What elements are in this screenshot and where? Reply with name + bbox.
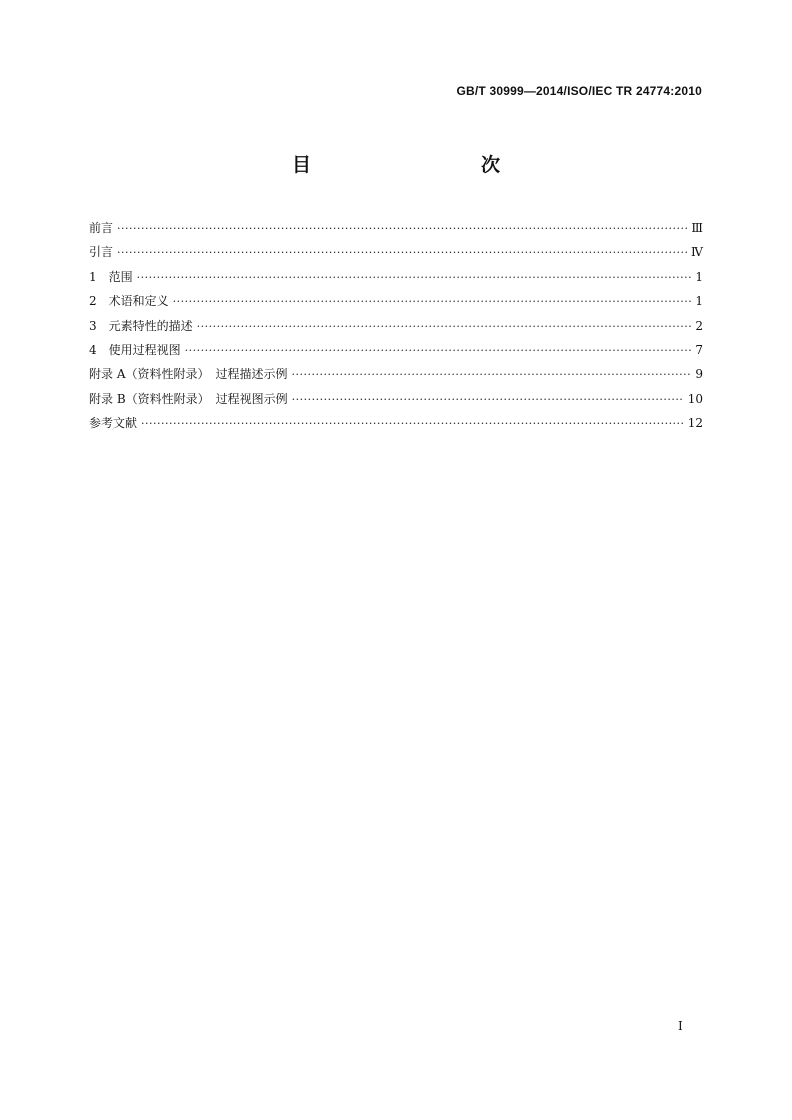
toc-entry-page: 10 bbox=[687, 391, 703, 406]
toc-entry-foreword[interactable] bbox=[89, 216, 703, 240]
toc-dot-leader bbox=[185, 339, 692, 363]
toc-entry-annex-a[interactable] bbox=[89, 362, 703, 386]
toc-dot-leader bbox=[141, 412, 684, 436]
page-title: 目 次 bbox=[291, 154, 544, 176]
toc-entry-label: 附录 A（资料性附录） 过程描述示例 bbox=[89, 367, 288, 382]
toc-entry-label: 4 使用过程视图 bbox=[89, 342, 181, 357]
page-number: I bbox=[678, 1019, 683, 1033]
toc-entry-introduction[interactable] bbox=[89, 240, 703, 264]
toc-entry-page: Ⅳ bbox=[691, 245, 703, 260]
toc-dot-leader bbox=[292, 388, 684, 412]
toc-entry-label: 1 范围 bbox=[89, 269, 133, 284]
toc-entry-process-views[interactable] bbox=[89, 338, 703, 362]
toc-entry-page: 9 bbox=[695, 367, 703, 382]
standard-number-header: GB/T 30999—2014/ISO/IEC TR 24774:2010 bbox=[456, 84, 702, 98]
toc-entry-page: Ⅲ bbox=[691, 221, 703, 235]
toc-dot-leader bbox=[291, 363, 691, 387]
toc-entry-label: 附录 B（资料性附录） 过程视图示例 bbox=[89, 391, 288, 406]
toc-entry-label: 前言 bbox=[89, 221, 114, 235]
toc-dot-leader bbox=[137, 266, 692, 290]
toc-dot-leader bbox=[117, 241, 687, 265]
toc-entry-terms[interactable] bbox=[89, 289, 703, 313]
toc-dot-leader bbox=[173, 290, 692, 314]
toc-entry-page: 12 bbox=[687, 416, 703, 431]
toc-entry-label: 引言 bbox=[89, 245, 114, 260]
toc-entry-label: 2 术语和定义 bbox=[89, 294, 169, 309]
toc-entry-element-description[interactable] bbox=[89, 314, 703, 338]
toc-entry-label: 3 元素特性的描述 bbox=[89, 318, 193, 333]
toc-entry-page: 1 bbox=[695, 294, 703, 309]
toc-entry-page: 2 bbox=[695, 318, 703, 333]
table-of-contents bbox=[89, 216, 703, 436]
toc-entry-page: 1 bbox=[695, 269, 703, 284]
toc-dot-leader bbox=[117, 217, 687, 241]
toc-entry-page: 7 bbox=[695, 342, 703, 357]
toc-entry-label: 参考文献 bbox=[89, 416, 138, 431]
toc-entry-annex-b[interactable] bbox=[89, 387, 703, 411]
toc-dot-leader bbox=[197, 315, 692, 339]
toc-entry-bibliography[interactable] bbox=[89, 411, 703, 435]
toc-entry-scope[interactable] bbox=[89, 265, 703, 289]
